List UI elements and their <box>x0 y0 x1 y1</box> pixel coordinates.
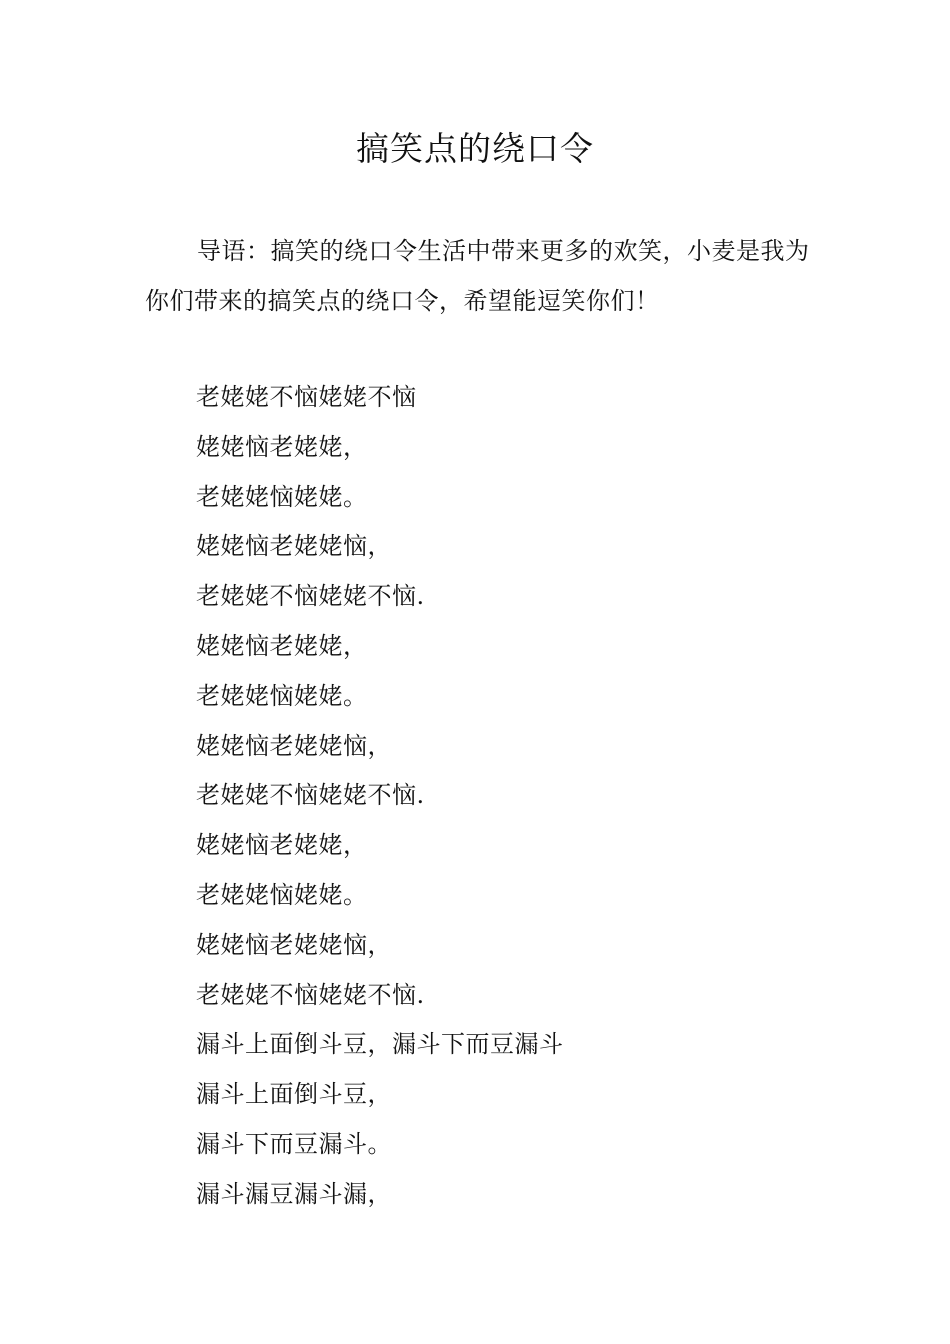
text-line: 老姥姥不恼姥姥不恼. <box>196 980 425 1009</box>
text-line: 姥姥恼老姥姥， <box>196 432 368 461</box>
text-line: 漏斗上面倒斗豆， <box>196 1080 392 1109</box>
text-line: 漏斗下而豆漏斗。 <box>196 1129 392 1158</box>
intro-paragraph: 导语：搞笑的绕口令生活中带来更多的欢笑，小麦是我为你们带来的搞笑点的绕口令，希望能逗笑你们！ <box>145 237 810 315</box>
text-line: 老姥姥恼姥姥。 <box>196 880 368 909</box>
text-line: 漏斗上面倒斗豆，漏斗下而豆漏斗 <box>196 1030 564 1059</box>
tongue-twister-list <box>196 373 816 1220</box>
document-title: 搞笑点的绕口令 <box>356 129 594 168</box>
text-line: 姥姥恼老姥姥， <box>196 631 368 660</box>
text-line: 老姥姥不恼姥姥不恼 <box>196 383 417 411</box>
text-line: 姥姥恼老姥姥恼， <box>196 532 392 561</box>
text-line: 姥姥恼老姥姥恼， <box>196 930 392 959</box>
text-line: 老姥姥恼姥姥。 <box>196 482 368 511</box>
text-line: 老姥姥不恼姥姥不恼. <box>196 582 425 611</box>
text-line: 老姥姥不恼姥姥不恼. <box>196 781 425 810</box>
text-line: 姥姥恼老姥姥恼， <box>196 731 392 760</box>
text-line: 老姥姥恼姥姥。 <box>196 681 368 710</box>
text-line: 漏斗漏豆漏斗漏， <box>196 1179 392 1208</box>
text-line: 姥姥恼老姥姥， <box>196 831 368 860</box>
